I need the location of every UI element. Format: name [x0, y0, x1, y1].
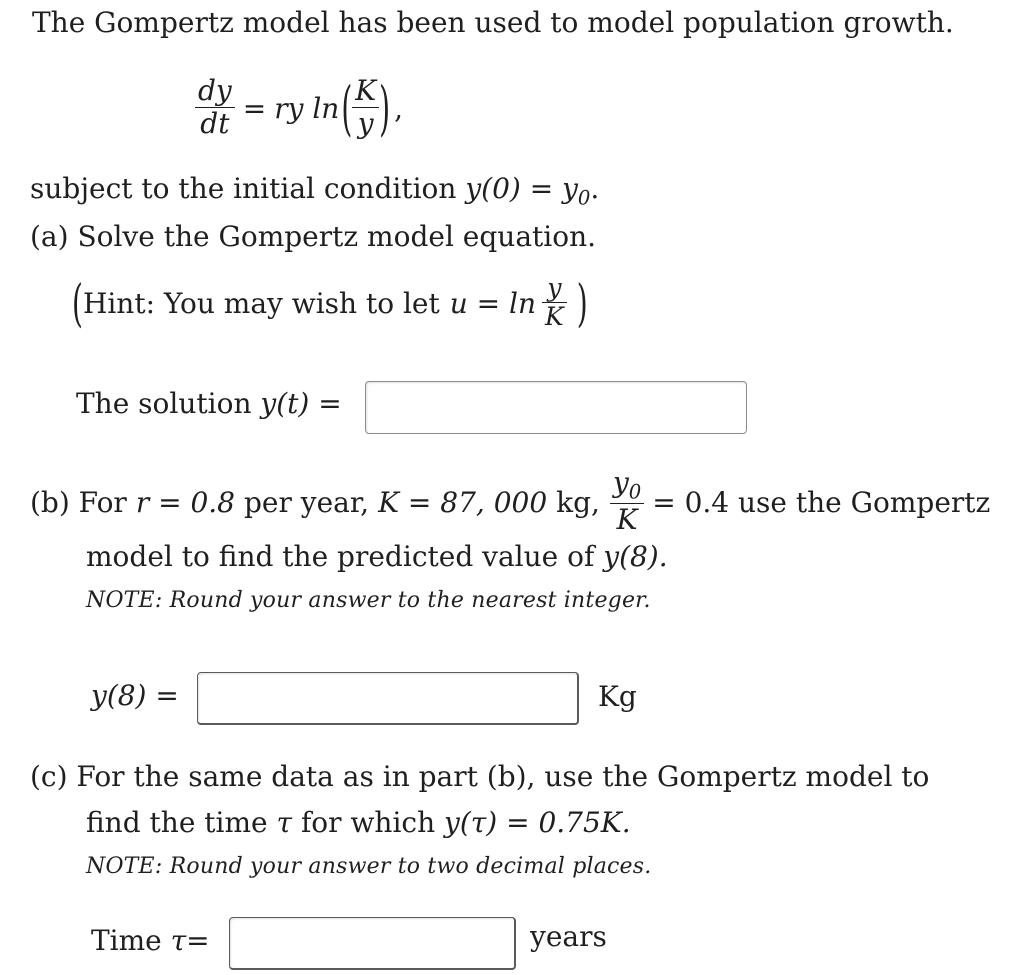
equation-rhs: ry ln: [274, 91, 340, 125]
solution-input[interactable]: [365, 381, 747, 434]
time-unit: years: [530, 920, 607, 953]
time-input[interactable]: [229, 917, 516, 970]
part-c-line2: find the time τ for which y(τ) = 0.75K.: [86, 806, 631, 839]
solution-label: The solution y(t) =: [76, 387, 342, 420]
y-over-k-fraction: $\frac{y}{K}$: [542, 274, 567, 331]
dy-dt-fraction: $\frac{dy}{dt}$: [195, 76, 235, 140]
time-label: Time τ=: [91, 924, 210, 957]
part-b-line1: (b) For r = 0.8 per year, K = 87, 000 kg, $\frac{y_0}{K}$ = 0.4 use the Gompertz: [30, 465, 991, 536]
part-b-note: NOTE: Round your answer to the nearest integer.: [86, 588, 651, 613]
part-a-hint: ( Hint: You may wish to let u = ln $\frac{y}{K}$ ): [72, 273, 588, 333]
part-a-label: (a) Solve the Gompertz model equation.: [30, 220, 597, 253]
part-c-line1: (c) For the same data as in part (b), use the Gompertz model to: [30, 760, 930, 793]
intro-text: The Gompertz model has been used to model population growth.: [32, 6, 954, 39]
initial-condition: subject to the initial condition $y(0) = y_0$.: [30, 172, 600, 210]
gompertz-equation: $\frac{dy}{dt}$ = ry ln ( $\frac{K}{y}$ ) ,: [195, 68, 403, 148]
part-c-note: NOTE: Round your answer to two decimal places.: [86, 854, 652, 879]
y8-label: y(8) =: [91, 679, 179, 712]
y0-over-k-fraction: $\frac{y_0}{K}$: [610, 468, 644, 536]
y8-input[interactable]: [197, 672, 579, 725]
part-b-line2: model to find the predicted value of y(8).: [86, 540, 668, 573]
k-over-y-fraction: $\frac{K}{y}$: [352, 76, 379, 140]
y8-unit: Kg: [598, 680, 637, 713]
